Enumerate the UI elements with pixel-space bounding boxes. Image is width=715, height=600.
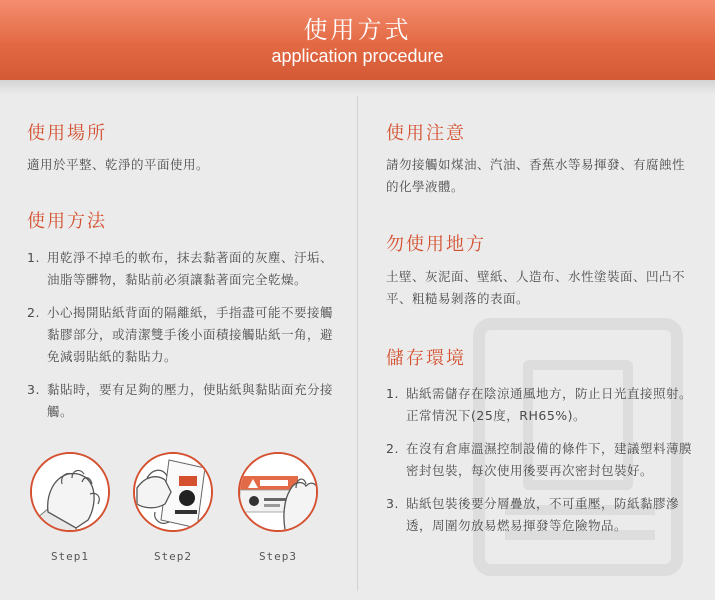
storage-item	[386, 493, 694, 537]
caution-heading: 使用注意	[386, 123, 466, 144]
item-number: 2.	[386, 441, 399, 456]
step-number: 3.	[27, 382, 40, 397]
forbidden-text: 土壁、灰泥面、壁紙、人造布、水性塗裝面、凹凸不平、粗糙易剝落的表面。	[386, 269, 686, 306]
step-text: 黏貼時，要有足夠的壓力，使貼紙與黏貼面充分接觸。	[47, 382, 334, 419]
method-step	[27, 247, 339, 291]
page-title: 使用方式	[303, 16, 412, 44]
column-divider	[357, 96, 358, 591]
page-header	[0, 0, 715, 80]
item-number: 1.	[386, 386, 399, 401]
forbidden-heading: 勿使用地方	[386, 234, 486, 255]
step-number: 2.	[27, 305, 40, 320]
step3-illustration	[238, 452, 318, 532]
header-shadow	[0, 80, 715, 94]
storage-list	[386, 383, 694, 548]
step3-label: Step3	[258, 550, 298, 563]
item-text: 在沒有倉庫溫濕控制設備的條件下，建議塑料薄膜密封包裝，每次使用後要再次密封包裝好。	[406, 441, 693, 478]
method-step	[27, 302, 339, 368]
storage-item	[386, 383, 694, 427]
method-heading: 使用方法	[27, 211, 107, 232]
hand-wiping-icon	[32, 454, 110, 532]
pressing-sticker-icon	[240, 454, 318, 532]
item-text: 貼紙需儲存在陰涼通風地方，防止日光直接照射。正常情況下(25度，RH65%)。	[406, 386, 693, 423]
method-steps-list	[27, 247, 339, 434]
item-number: 3.	[386, 496, 399, 511]
step1-label: Step1	[50, 550, 90, 563]
item-text: 貼紙包裝後要分層疊放，不可重壓，防紙黏膠滲透，周圍勿放易燃易揮發等危險物品。	[406, 496, 680, 533]
step2-label: Step2	[153, 550, 193, 563]
scope-heading: 使用場所	[27, 123, 107, 144]
page-subtitle: application procedure	[271, 46, 444, 66]
scope-text: 適用於平整、乾淨的平面使用。	[27, 157, 210, 172]
step-number: 1.	[27, 250, 40, 265]
storage-heading: 儲存環境	[386, 348, 466, 369]
step-text: 小心揭開貼紙背面的隔離紙，手指盡可能不要接觸黏膠部分，或清潔雙手後小面積接觸貼紙一角，避免減弱貼紙的黏貼力。	[47, 305, 334, 364]
method-step	[27, 379, 339, 423]
step1-illustration	[30, 452, 110, 532]
step-text: 用乾淨不掉毛的軟布，抹去黏著面的灰塵、汙垢、油脂等髒物，黏貼前必須讓黏著面完全乾燥。	[47, 250, 334, 287]
storage-item	[386, 438, 694, 482]
caution-text: 請勿接觸如煤油、汽油、香蕉水等易揮發、有腐蝕性的化學液體。	[386, 157, 686, 194]
peeling-backing-icon	[135, 454, 213, 532]
step2-illustration	[133, 452, 213, 532]
